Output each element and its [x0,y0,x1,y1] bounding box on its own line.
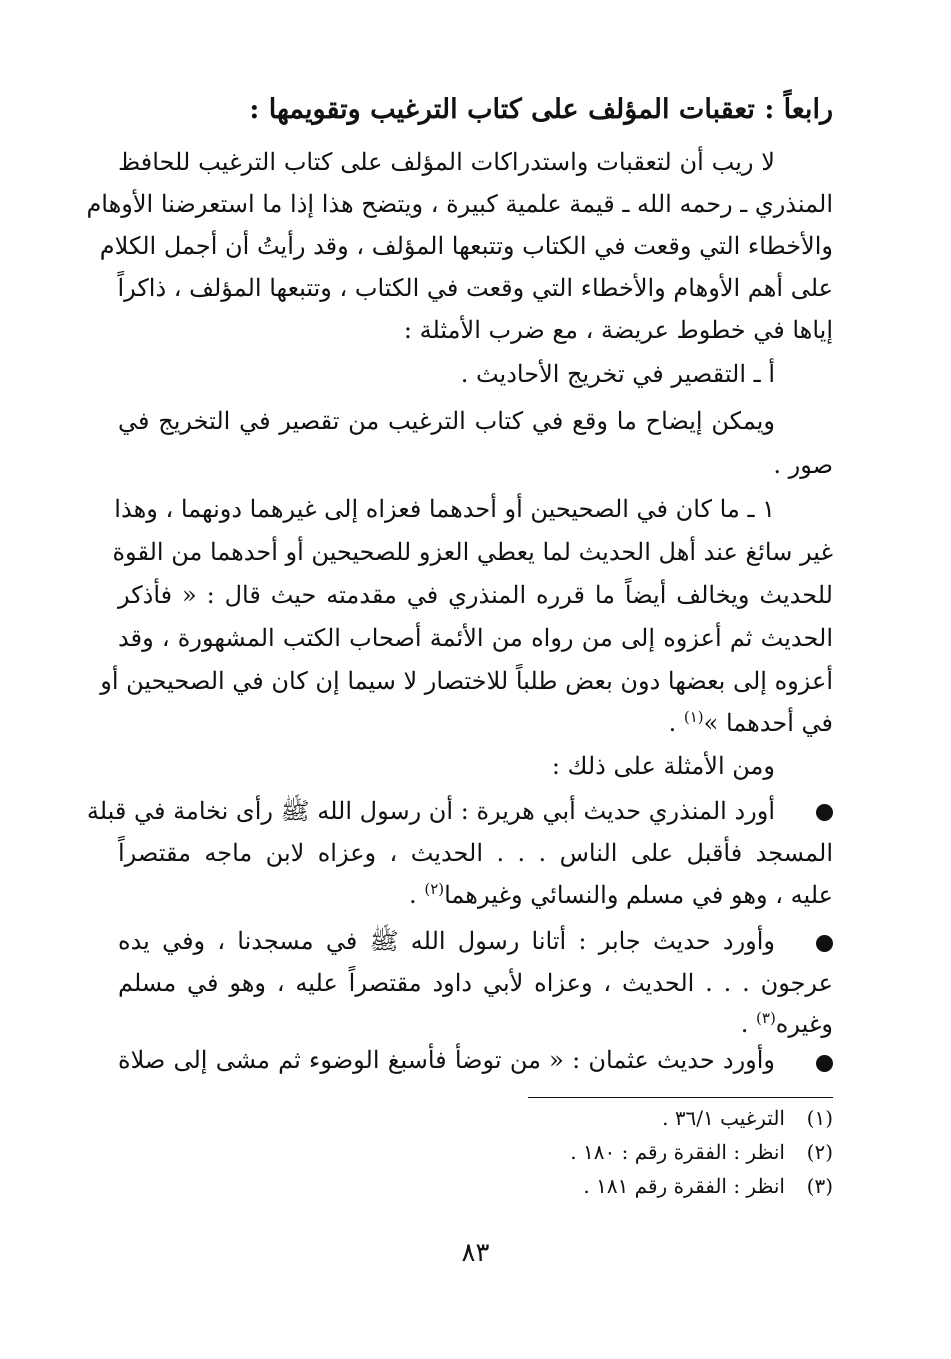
body-line [118,708,833,737]
bullet-icon [816,1055,833,1072]
footnote-text: الترغيب ٣٦/١ . [662,1106,785,1130]
bullet-line: أورد المنذري حديث أبي هريرة : أن رسول الله ﷺ رأى نخامة في قبلة [86,797,775,825]
body-line: ١ ـ ما كان في الصحيحين أو أحدهما فعزاه إلى غيرهما دونهما ، وهذا [114,495,775,523]
bullet-line: وأورد حديث جابر : أتانا رسول الله ﷺ في مسجدنا ، وفي يده [118,927,775,955]
footnote-ref: (١) [683,708,704,726]
footnote-text: انظر : الفقرة رقم : ١٨٠ . [570,1140,785,1164]
section-heading: رابعاً : تعقبات المؤلف على كتاب الترغيب وتقويمها : [249,94,833,125]
body-line: عرجون . . . الحديث ، وعزاه لأبي داود مقتصراً عليه ، وهو في مسلم [118,969,833,997]
footnote-text: انظر : الفقرة رقم ١٨١ . [583,1174,785,1198]
body-line: أعزوه إلى بعضها دون بعض طلباً للاختصار لا سيما إن كان في الصحيحين أو [100,667,833,695]
body-line: المنذري ـ رحمه الله ـ قيمة علمية كبيرة ، ويتضح هذا إذا ما استعرضنا الأوهام [86,190,833,218]
body-line [118,1009,833,1038]
body-line: ويمكن إيضاح ما وقع في كتاب الترغيب من تقصير في التخريج في [118,407,775,435]
footnote [570,1140,833,1164]
body-line: على أهم الأوهام والأخطاء التي وقعت في الكتاب ، وتتبعها المؤلف ، ذاكراً [117,274,833,302]
footnote-separator [528,1097,833,1098]
bullet-line: وأورد حديث عثمان : « من توضأ فأسبغ الوضوء ثم مشى إلى صلاة [118,1046,775,1074]
footnote-ref: (٣) [756,1009,776,1027]
bullet-icon [816,804,833,821]
page-number: ٨٣ [461,1238,490,1268]
footnote [662,1106,833,1130]
body-line: لا ريب أن لتعقبات واستدراكات المؤلف على كتاب الترغيب للحافظ [118,148,775,176]
footnote-number: (٣) [806,1174,833,1198]
body-line: الحديث ثم أعزوه إلى من رواه من الأئمة أصحاب الكتب المشهورة ، وقد [118,624,833,652]
body-line: والأخطاء التي وقعت في الكتاب وتتبعها المؤلف ، وقد رأيتُ أن أجمل الكلام [99,232,833,260]
quote-end: في أحدهما » [703,709,833,737]
subheading-a: أ ـ التقصير في تخريج الأحاديث . [460,360,775,388]
footnote-number: (٢) [806,1140,833,1164]
body-line: صور . [773,451,833,479]
bullet-text-end: عليه ، وهو في مسلم والنسائي وغيرهما [444,881,833,909]
body-line: غير سائغ عند أهل الحديث لما يعطي العزو للصحيحين أو أحدهما من القوة [112,538,833,566]
body-line: للحديث ويخالف أيضاً ما قرره المنذري في مقدمته حيث قال : « فأذكر [118,581,833,609]
period: . [409,881,417,909]
footnote [583,1174,833,1198]
footnote-number: (١) [806,1106,833,1130]
body-line [118,880,833,909]
bullet-text-end: وغيره [775,1010,833,1038]
body-line: إياها في خطوط عريضة ، مع ضرب الأمثلة : [403,316,833,344]
period: . [668,709,677,737]
bullet-icon [816,935,833,952]
footnote-ref: (٢) [424,880,445,898]
period: . [740,1010,749,1038]
body-line: المسجد فأقبل على الناس . . . الحديث ، وعزاه لابن ماجه مقتصراً [118,839,833,867]
examples-intro: ومن الأمثلة على ذلك : [551,752,775,780]
